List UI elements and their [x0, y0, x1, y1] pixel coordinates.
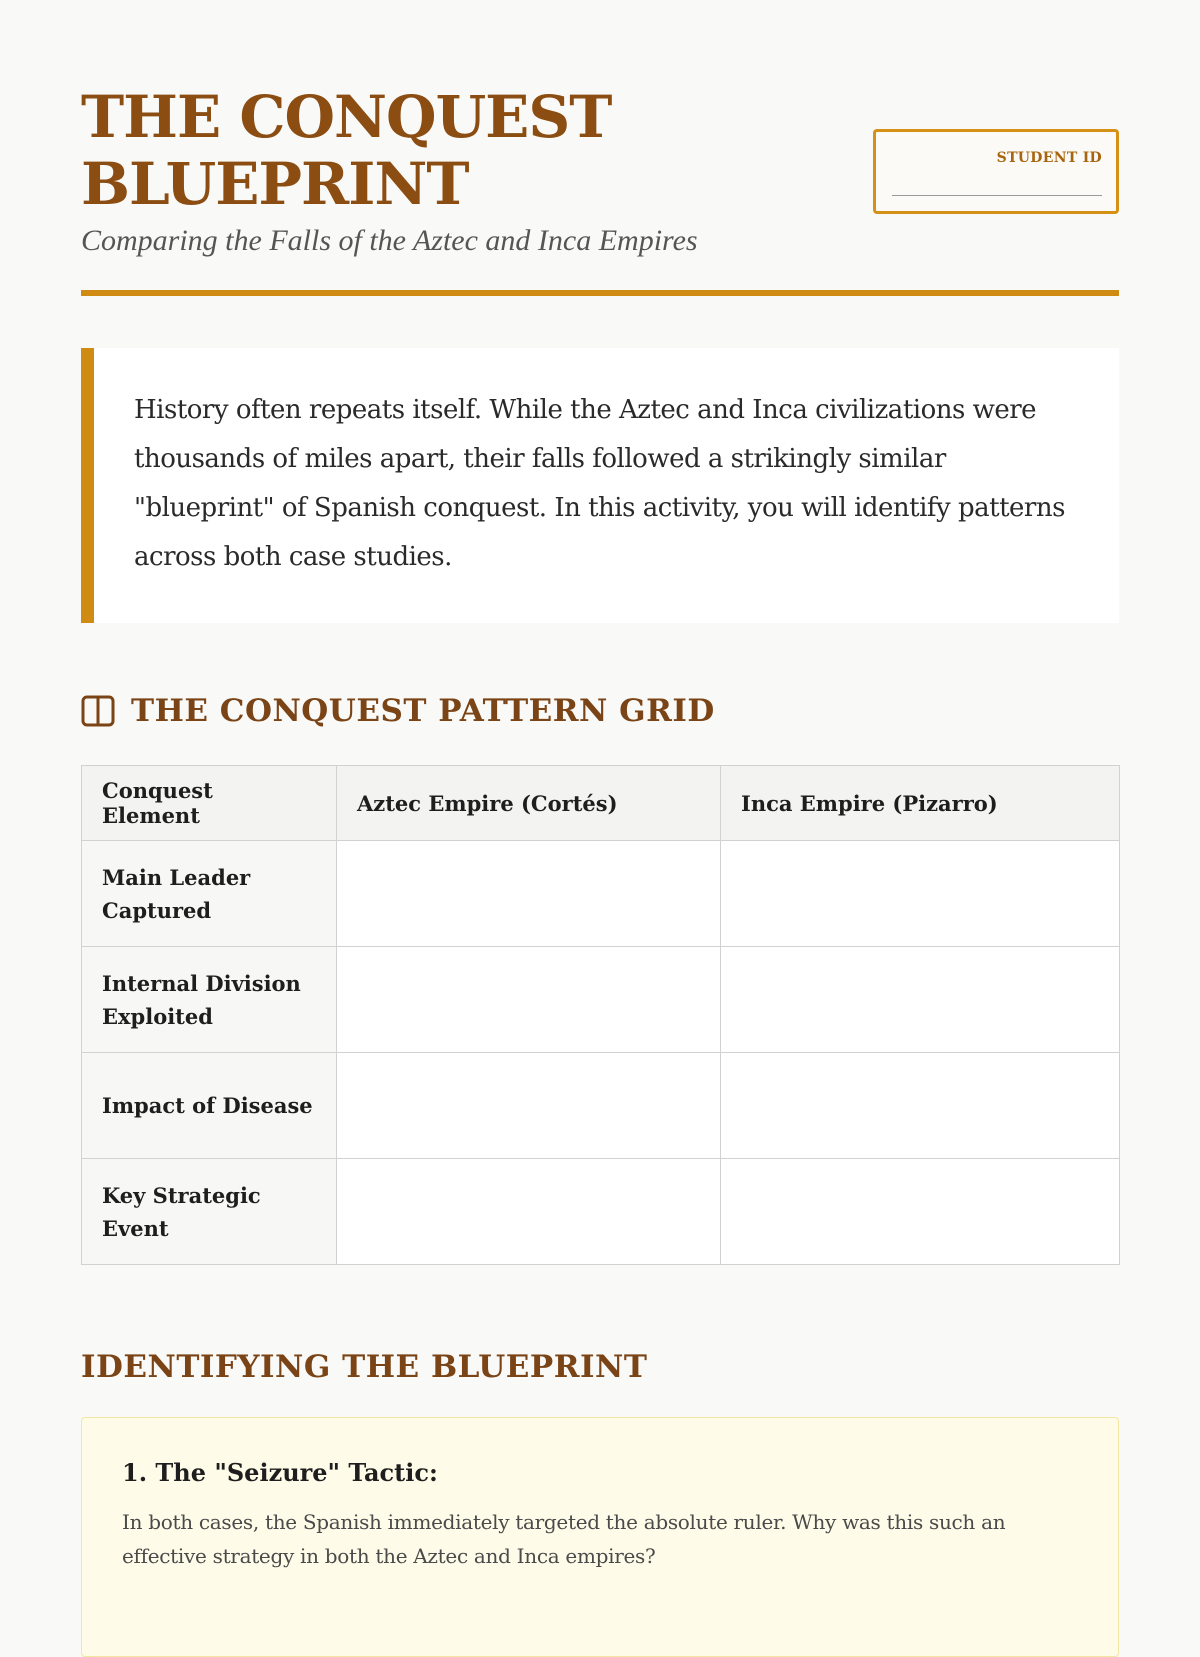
- aztec-answer-cell[interactable]: [337, 947, 721, 1053]
- student-id-field[interactable]: [892, 195, 1102, 196]
- table-row: [82, 1159, 1120, 1265]
- worksheet-header: [81, 0, 1119, 296]
- conquest-pattern-table: [81, 765, 1120, 1265]
- book-icon: [81, 694, 115, 728]
- inca-answer-cell[interactable]: [721, 947, 1120, 1053]
- page-subtitle: Comparing the Falls of the Aztec and Inca Empires: [81, 224, 698, 257]
- column-header-inca: Inca Empire (Pizarro): [721, 766, 1120, 841]
- intro-callout: [81, 348, 1119, 623]
- inca-answer-cell[interactable]: [721, 841, 1120, 947]
- aztec-answer-cell[interactable]: [337, 1053, 721, 1159]
- blueprint-heading: IDENTIFYING THE BLUEPRINT: [81, 1349, 648, 1385]
- page-title: THE CONQUEST BLUEPRINT: [81, 83, 612, 218]
- question-card: [81, 1417, 1119, 1657]
- section-title: THE CONQUEST PATTERN GRID: [131, 693, 715, 729]
- row-label: Main Leader Captured: [82, 841, 337, 947]
- question-prompt: In both cases, the Spanish immediately targeted the absolute ruler. Why was this such an effective strategy in both the Aztec and Inca empires?: [122, 1510, 1006, 1568]
- row-label: Internal Division Exploited: [82, 947, 337, 1053]
- column-header-aztec: Aztec Empire (Cortés): [337, 766, 721, 841]
- intro-text: History often repeats itself. While the Aztec and Inca civilizations were thousands of miles apart, their falls followed a strikingly similar "blueprint" of Spanish conquest. In this activity, you will identify patterns across both case studies.: [134, 395, 1065, 572]
- inca-answer-cell[interactable]: [721, 1159, 1120, 1265]
- aztec-answer-cell[interactable]: [337, 1159, 721, 1265]
- aztec-answer-cell[interactable]: [337, 841, 721, 947]
- student-id-box[interactable]: [873, 129, 1119, 214]
- column-header-element: Conquest Element: [82, 766, 337, 841]
- question-title: 1. The "Seizure" Tactic:: [122, 1458, 438, 1487]
- table-row: [82, 947, 1120, 1053]
- table-row: [82, 1053, 1120, 1159]
- inca-answer-cell[interactable]: [721, 1053, 1120, 1159]
- row-label: Impact of Disease: [82, 1053, 337, 1159]
- table-header-row: [82, 766, 1120, 841]
- table-row: [82, 841, 1120, 947]
- row-label: Key Strategic Event: [82, 1159, 337, 1265]
- pattern-grid-heading: [81, 691, 1119, 731]
- student-id-label: STUDENT ID: [996, 150, 1102, 166]
